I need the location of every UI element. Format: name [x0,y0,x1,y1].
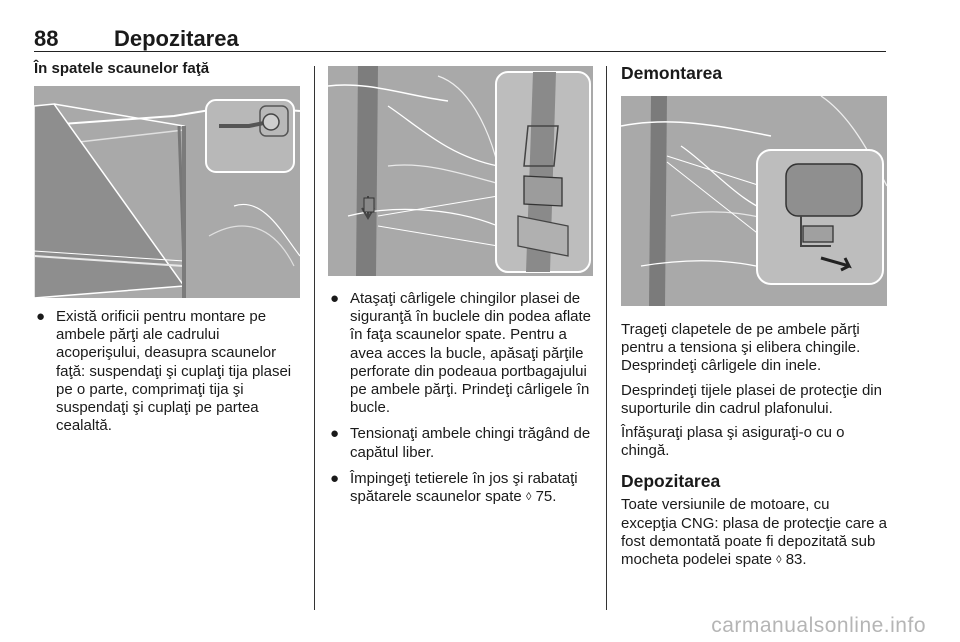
storage-text: Toate versiunile de motoare, cu excepţia CNG: plasa de protecţie care a fost demontată poate fi depozitată sub mocheta podelei spate [621,496,887,569]
column-divider-left [314,66,315,610]
instruction-paragraph: Înfăşuraţi plasa şi asiguraţi-o cu o chingă. [621,424,845,460]
net-removal-illustration [621,96,887,306]
bullet-text: Împingeţi tetierele în jos şi rabataţi spătarele scaunelor spate [350,469,578,506]
instruction-paragraph: Trageţi clapetele de pe ambele părţi pentru a tensiona şi elibera chingile. Desprindeţi cârligele din inele. [621,321,861,375]
cargo-cover-mounting-illustration [34,86,300,298]
instruction-paragraph: Desprindeţi tijele plasei de protecţie din suporturile din cadrul plafonului. [621,381,882,417]
bullet-text: Există orificii pentru montare pe ambele părţi ale cadrului acoperişului, deasupra scaunelor faţă: suspendaţi şi cuplaţi tija plasei pe o parte, comprimaţi tija şi suspendaţi şi cuplaţi pe partea cealaltă. [56,308,292,435]
left-bullets [34,308,300,435]
page-title: Depozitarea [114,26,239,51]
page-reference-link[interactable]: 83. [785,551,807,569]
page-header [34,26,886,52]
page-reference-link[interactable]: 75. [535,488,557,506]
page-number: 88 [34,26,59,51]
section-heading-storage: Depozitarea [621,471,721,492]
list-item: ● Ataşaţi cârligele chingilor plasei de siguranţă în buclele din podea aflate în faţa scaunelor spate. Pentru a avea acces la bucle, apăsaţi părţile perforate din podeaua portbagajului pe ambele părţi. Prindeţi cârligele în bucle. [330,290,592,417]
bullet-text: Ataşaţi cârligele chingilor plasei de siguranţă în buclele din podea aflate în faţa scaunelor spate. Pentru a avea acces la bucle, apăsaţi părţile perforate din podeaua portbagajului pe ambele părţi. Prindeţi cârligele în bucle. [350,290,592,417]
right-column-heading [621,60,887,82]
list-item: ● Împingeţi tetierele în jos şi rabataţi spătarele scaunelor spate ◊ 75. [330,469,578,506]
list-item: ● Tensionaţi ambele chingi trăgând de capătul liber. [330,425,591,461]
list-item: ● Există orificii pentru montare pe ambele părţi ale cadrului acoperişului, deasupra scaunelor faţă: suspendaţi şi cuplaţi tija plasei pe o parte, comprimaţi tija şi suspendaţi şi cuplaţi pe partea cealaltă. [36,308,292,435]
safety-net-hooks-illustration [328,66,593,276]
watermark: carmanualsonline.info [711,614,926,637]
right-text [621,321,887,569]
column-divider-right [606,66,607,610]
page-reference-icon[interactable]: ◊ [525,491,532,504]
left-column [34,60,300,78]
storage-paragraph [621,496,887,569]
section-heading-removal: Demontarea [621,63,723,83]
middle-bullets [328,290,593,506]
page-reference-icon[interactable]: ◊ [776,554,782,567]
bullet-text: Tensionaţi ambele chingi trăgând de capătul liber. [350,425,591,461]
section-heading-behind-front-seats: În spatele scaunelor faţă [34,60,210,77]
